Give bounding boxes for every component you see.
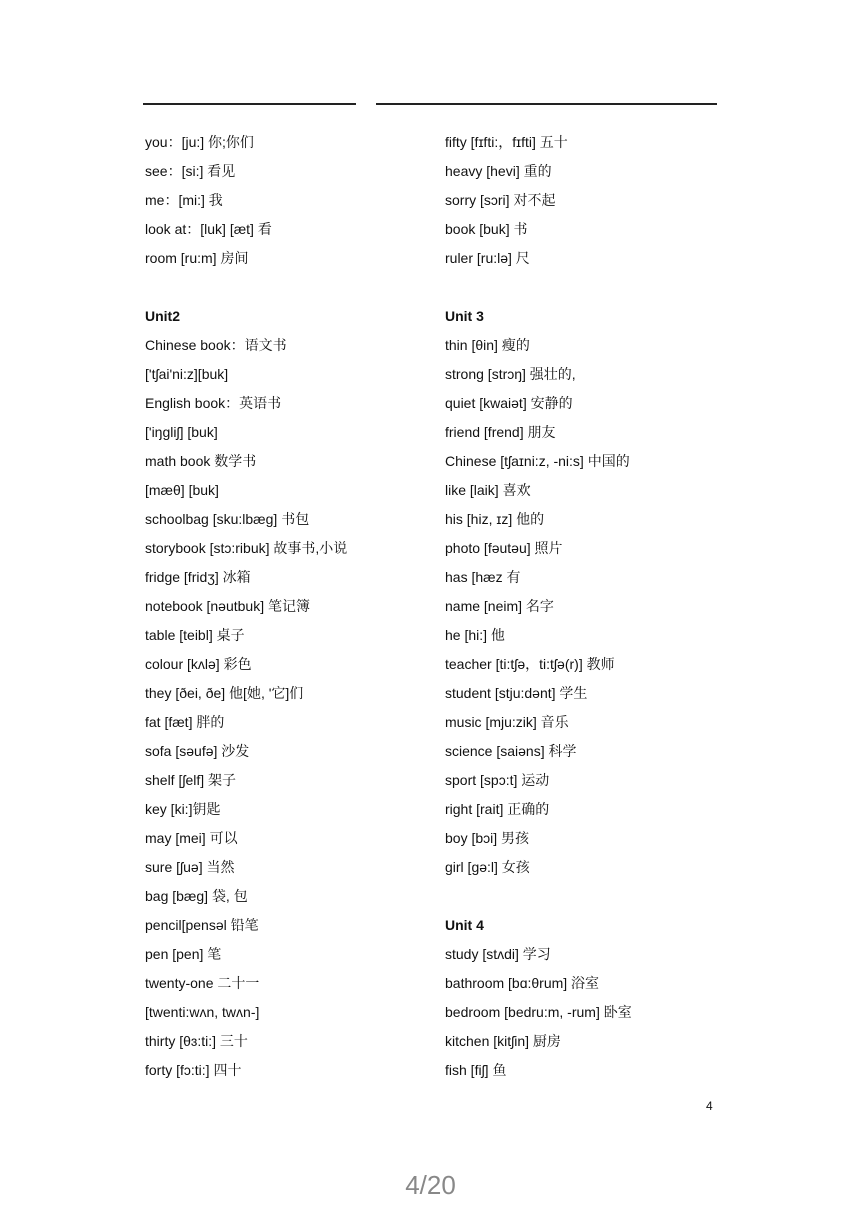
unit-heading: Unit2: [145, 308, 180, 324]
vocabulary-entry: table [teibl] 桌子: [145, 627, 245, 643]
vocabulary-entry: fifty [fɪfti:，fɪfti] 五十: [445, 134, 568, 150]
section-gap: [445, 277, 745, 306]
vocabulary-column-left: [145, 132, 415, 1089]
vocabulary-entry: fish [fiʃ] 鱼: [445, 1062, 507, 1078]
vocabulary-entry: photo [fəutəu] 照片: [445, 540, 563, 556]
vocabulary-entry: pen [pen] 笔: [145, 946, 222, 962]
vocabulary-entry: sorry [sɔri] 对不起: [445, 192, 556, 208]
vocabulary-entry: twenty-one 二十一: [145, 975, 260, 991]
vocabulary-entry: bag [bæg] 袋, 包: [145, 888, 248, 904]
vocabulary-entry: like [laik] 喜欢: [445, 482, 531, 498]
vocabulary-entry: boy [bɔi] 男孩: [445, 830, 530, 846]
vocabulary-entry: look at：[luk] [æt] 看: [145, 221, 272, 237]
vocabulary-entry: me：[mi:] 我: [145, 192, 223, 208]
vocabulary-entry: teacher [ti:tʃə，ti:tʃə(r)] 教师: [445, 656, 615, 672]
vocabulary-entry: room [ru:m] 房间: [145, 250, 249, 266]
unit-heading: Unit 3: [445, 308, 484, 324]
vocabulary-entry: sofa [səufə] 沙发: [145, 743, 250, 759]
vocabulary-entry: bedroom [bedru:m, -rum] 卧室: [445, 1004, 632, 1020]
vocabulary-entry: science [saiəns] 科学: [445, 743, 577, 759]
vocabulary-entry: music [mju:zik] 音乐: [445, 714, 569, 730]
vocabulary-entry: right [rait] 正确的: [445, 801, 550, 817]
vocabulary-entry: may [mei] 可以: [145, 830, 238, 846]
vocabulary-entry: ruler [ru:lə] 尺: [445, 250, 530, 266]
vocabulary-entry: pencil[pensəl 铅笔: [145, 917, 259, 933]
vocabulary-entry: Chinese [tʃaɪni:z, -ni:s] 中国的: [445, 453, 630, 469]
top-divider-right: [376, 103, 717, 105]
vocabulary-entry: math book 数学书: [145, 453, 257, 469]
vocabulary-entry: they [ðei, ðe] 他[她, '它]们: [145, 685, 304, 701]
vocabulary-entry: English book：英语书: [145, 395, 282, 411]
vocabulary-entry: kitchen [kitʃin] 厨房: [445, 1033, 561, 1049]
vocabulary-entry: forty [fɔ:ti:] 四十: [145, 1062, 242, 1078]
vocabulary-entry: ['iŋgliʃ] [buk]: [145, 424, 218, 440]
vocabulary-entry: girl [gə:l] 女孩: [445, 859, 530, 875]
vocabulary-entry: strong [strɔŋ] 强壮的,: [445, 366, 576, 382]
printed-page-number: 4: [706, 1099, 713, 1113]
vocabulary-entry: has [hæz 有: [445, 569, 521, 585]
vocabulary-entry: sport [spɔ:t] 运动: [445, 772, 550, 788]
vocabulary-entry: key [ki:]钥匙: [145, 801, 221, 817]
vocabulary-entry: bathroom [bɑ:θrum] 浴室: [445, 975, 600, 991]
vocabulary-entry: book [buk] 书: [445, 221, 528, 237]
vocabulary-entry: fat [fæt] 胖的: [145, 714, 225, 730]
vocabulary-entry: quiet [kwaiət] 安静的: [445, 395, 573, 411]
vocabulary-entry: his [hiz, ɪz] 他的: [445, 511, 545, 527]
vocabulary-entry: [twenti:wʌn, twʌn-]: [145, 1004, 260, 1020]
vocabulary-entry: you：[ju:] 你;你们: [145, 134, 254, 150]
section-gap: [145, 277, 415, 306]
vocabulary-entry: Chinese book：语文书: [145, 337, 287, 353]
vocabulary-entry: storybook [stɔ:ribuk] 故事书,小说: [145, 540, 348, 556]
vocabulary-entry: schoolbag [sku:lbæg] 书包: [145, 511, 310, 527]
section-gap: [445, 886, 745, 915]
vocabulary-column-right: [445, 132, 745, 1089]
vocabulary-entry: student [stju:dənt] 学生: [445, 685, 588, 701]
vocabulary-entry: thirty [θɜ:ti:] 三十: [145, 1033, 248, 1049]
vocabulary-entry: colour [kʌlə] 彩色: [145, 656, 252, 672]
vocabulary-entry: friend [frend] 朋友: [445, 424, 556, 440]
unit-heading: Unit 4: [445, 917, 484, 933]
vocabulary-entry: name [neim] 名字: [445, 598, 554, 614]
vocabulary-entry: thin [θin] 瘦的: [445, 337, 530, 353]
vocabulary-entry: he [hi:] 他: [445, 627, 505, 643]
vocabulary-entry: see：[si:] 看见: [145, 163, 236, 179]
top-divider-left: [143, 103, 356, 105]
vocabulary-entry: ['tʃai'ni:z][buk]: [145, 366, 229, 382]
vocabulary-entry: [mæθ] [buk]: [145, 482, 219, 498]
vocabulary-entry: sure [ʃuə] 当然: [145, 859, 235, 875]
vocabulary-entry: study [stʌdi] 学习: [445, 946, 551, 962]
vocabulary-entry: heavy [hevi] 重的: [445, 163, 552, 179]
vocabulary-entry: shelf [ʃelf] 架子: [145, 772, 237, 788]
vocabulary-entry: notebook [nəutbuk] 笔记簿: [145, 598, 310, 614]
page-indicator: 4/20: [405, 1170, 456, 1200]
vocabulary-entry: fridge [fridʒ] 冰箱: [145, 569, 251, 585]
